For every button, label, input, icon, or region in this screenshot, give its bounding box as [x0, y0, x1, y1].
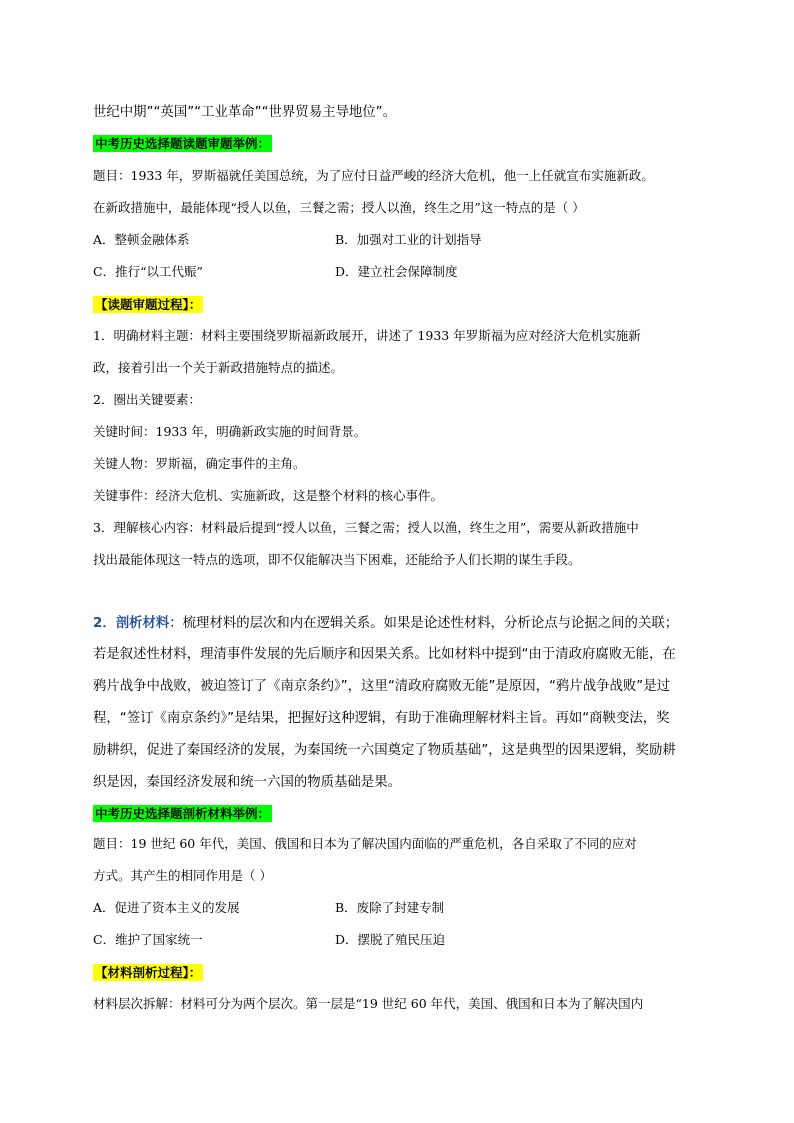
section2-line4: 程，“签订《南京条约》”是结果，把握好这种逻辑，有助于准确理解材料主旨。再如“商鞅变法，奖: [93, 711, 670, 726]
section2-number: 2．: [93, 616, 116, 631]
section2-line2: 若是叙述性材料，理清事件发展的先后顺序和因果关系。比如材料中提到“由于清政府腐败无能，在: [93, 647, 676, 662]
key-time: 关键时间：1933 年，明确新政实施的时间背景。: [93, 424, 367, 439]
section2-line6: 织是因，秦国经济发展和统一六国的物质基础是果。: [93, 775, 401, 790]
example1-option-d: D．建立社会保障制度: [335, 264, 458, 279]
example1-question-line2: 在新政措施中，最能体现“授人以鱼，三餐之需；授人以渔，终生之用”这一特点的是（ ）: [93, 200, 585, 215]
process1-header-line: [93, 294, 203, 313]
process1-point3-line1: 3．理解核心内容：材料最后提到“授人以鱼，三餐之需；授人以渔，终生之用”，需要从新政措施中: [93, 520, 639, 535]
section2-line5: 励耕织，促进了秦国经济的发展，为秦国统一六国奠定了物质基础”，这是典型的因果逻辑，奖励耕: [93, 743, 676, 758]
example1-header: 中考历史选择题读题审题举例：: [95, 136, 271, 151]
section2-line3: 鸦片战争中战败，被迫签订了《南京条约》”，这里“清政府腐败无能”是原因，“鸦片战争战败”是过: [93, 679, 670, 694]
example2-question-line1: 题目：19 世纪 60 年代，美国、俄国和日本为了解决国内面临的严重危机，各自采取了不同的应对: [93, 836, 637, 851]
process1-header: 【读题审题过程】：: [95, 297, 202, 312]
example1-header-line: [93, 133, 272, 152]
example2-option-a: A．促进了资本主义的发展: [93, 900, 240, 915]
continuation-line: 世纪中期”“英国”“工业革命”“世界贸易主导地位”。: [93, 105, 396, 120]
example2-option-b: B．废除了封建专制: [335, 900, 445, 915]
example1-option-b: B．加强对工业的计划指导: [335, 232, 482, 247]
section2-title: 剖析材料: [115, 616, 170, 631]
process2-header-line: [93, 962, 203, 981]
process2-header: 【材料剖析过程】：: [95, 965, 202, 980]
example1-question-line1: 题目：1933 年，罗斯福就任美国总统，为了应付日益严峻的经济大危机，他一上任就宣布实施新政。: [93, 168, 654, 183]
example2-option-c: C．维护了国家统一: [93, 932, 203, 947]
section2-line1-text: ：梳理材料的层次和内在逻辑关系。如果是论述性材料，分析论点与论据之间的关联；: [169, 616, 679, 631]
key-event: 关键事件：经济大危机、实施新政，这是整个材料的核心事件。: [93, 488, 444, 503]
example2-header-line: [93, 803, 272, 822]
example1-option-a: A．整顿金融体系: [93, 232, 190, 247]
process1-point3-line2: 找出最能体现这一特点的选项，即不仅能解决当下困难，还能给予人们长期的谋生手段。: [93, 552, 581, 567]
example2-option-d: D．摆脱了殖民压迫: [335, 932, 446, 947]
process1-point1-line1: 1．明确材料主题：材料主要围绕罗斯福新政展开，讲述了 1933 年罗斯福为应对经济大危机实施新: [93, 328, 641, 343]
example1-option-c: C．推行“以工代赈”: [93, 264, 203, 279]
key-person: 关键人物：罗斯福，确定事件的主角。: [93, 456, 306, 471]
process2-line1: 材料层次拆解：材料可分为两个层次。第一层是“19 世纪 60 年代，美国、俄国和日本为了解决国内: [93, 996, 644, 1011]
process1-point2: 2．圈出关键要素：: [93, 392, 201, 407]
section2-line1: [93, 612, 678, 631]
process1-point1-line2: 政，接着引出一个关于新政措施特点的描述。: [93, 360, 344, 375]
example2-question-line2: 方式。其产生的相同作用是（ ）: [93, 868, 272, 883]
example2-header: 中考历史选择题剖析材料举例：: [95, 806, 271, 821]
